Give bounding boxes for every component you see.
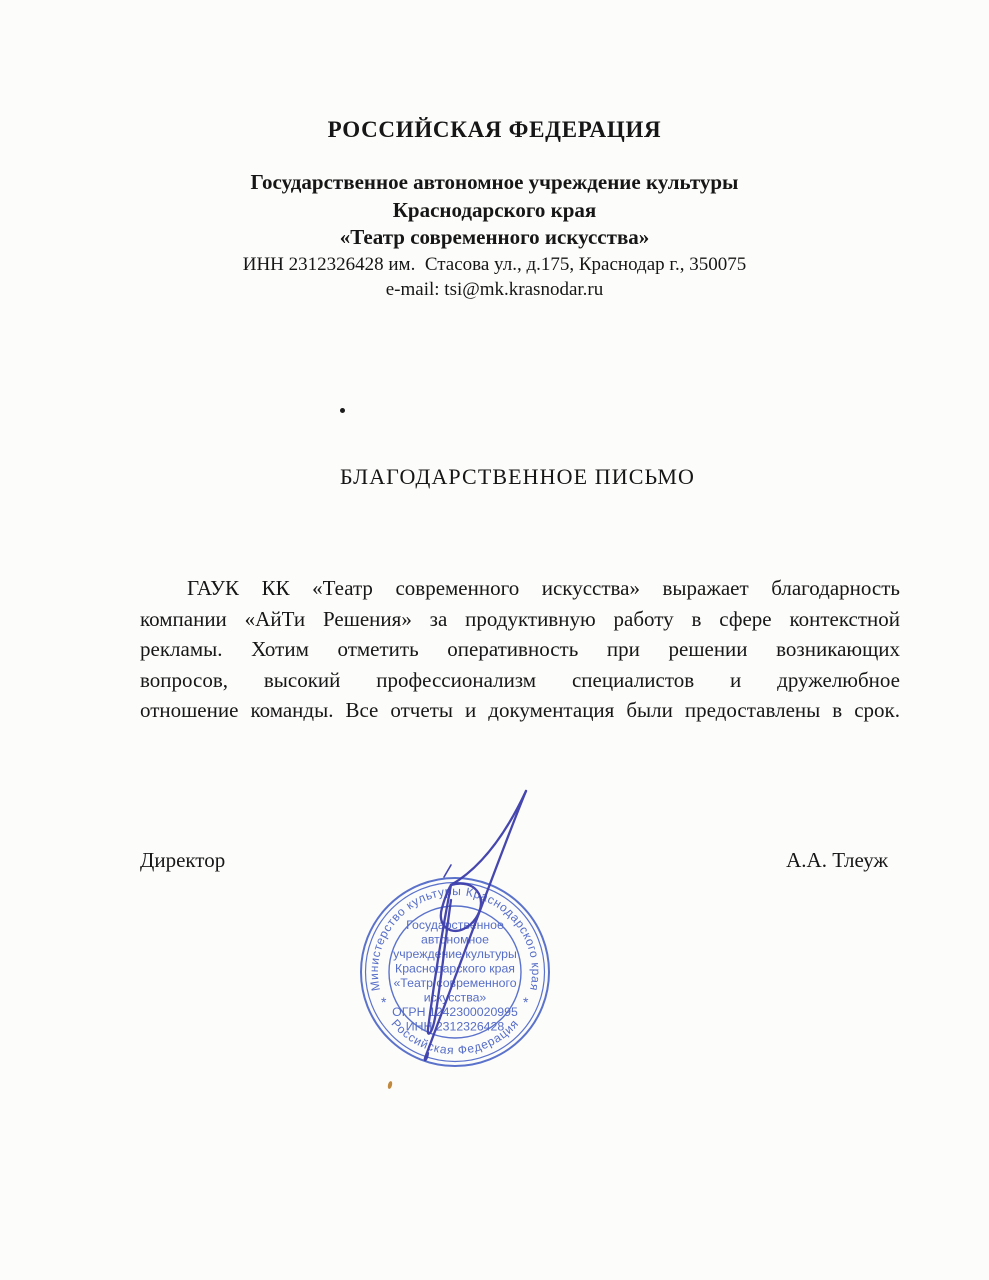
stamp-center-line: ОГРН 1242300020995 [392, 1005, 518, 1019]
letterhead-org-line-2: Краснодарского края [392, 197, 597, 222]
stamp-center-line: учреждение культуры [393, 947, 517, 961]
body-line: ГАУК КК «Театр современного искусства» выражает благодарность [187, 576, 900, 600]
stamp-ring-text-bottom: Российская Федерация [388, 1016, 522, 1058]
stamp-center-line: искусства» [423, 990, 487, 1005]
body-line: вопросов, высокий профессионализм специалистов и дружелюбное [140, 667, 900, 692]
signatory-name: А.А. Тлеуж [786, 848, 888, 872]
stamp-ring-text-top: Министерство культуры Краснодарского края [366, 884, 544, 993]
letter-body [140, 576, 900, 729]
stamp-center-line: Государственное [406, 918, 504, 932]
letterhead [0, 117, 989, 303]
signature-tick [444, 865, 451, 877]
paper-speck-artifact [387, 1081, 393, 1090]
stamp-center-line: ИНН 2312326428 [405, 1019, 505, 1034]
body-line: отношение команды. Все отчеты и документация были предоставлены в срок. [140, 698, 900, 723]
stamp-separator-right: * [523, 994, 529, 1010]
letterhead-address: ИНН 2312326428 им. Стасова ул., д.175, Краснодар г., 350075 [242, 253, 747, 275]
signatory-role: Директор [140, 848, 226, 872]
letterhead-org-line-3: «Театр современного искусства» [339, 225, 650, 249]
body-line: рекламы. Хотим отметить оперативность при решении возникающих [140, 637, 900, 662]
stamp-center-line: Краснодарского края [395, 961, 515, 976]
letterhead-country: РОССИЙСКАЯ ФЕДЕРАЦИЯ [327, 117, 662, 142]
stamp-center-line: «Театр современного [393, 976, 517, 990]
body-line: компании «АйТи Решения» за продуктивную работу в сфере контекстной [140, 606, 900, 631]
stamp-separator-left: * [381, 994, 387, 1010]
stamp-center-line: автономное [421, 932, 489, 947]
signature-return-stroke [451, 791, 526, 885]
letter-title: БЛАГОДАРСТВЕННОЕ ПИСЬМО [339, 464, 696, 489]
signature-main-stroke [425, 791, 526, 1060]
letterhead-email: e-mail: tsi@mk.krasnodar.ru [385, 279, 604, 300]
handwritten-signature [385, 782, 555, 1067]
ink-dot-artifact [340, 408, 345, 413]
signature-lower-loop [428, 885, 451, 1034]
letterhead-org-line-1: Государственное автономное учреждение культуры [250, 170, 739, 194]
